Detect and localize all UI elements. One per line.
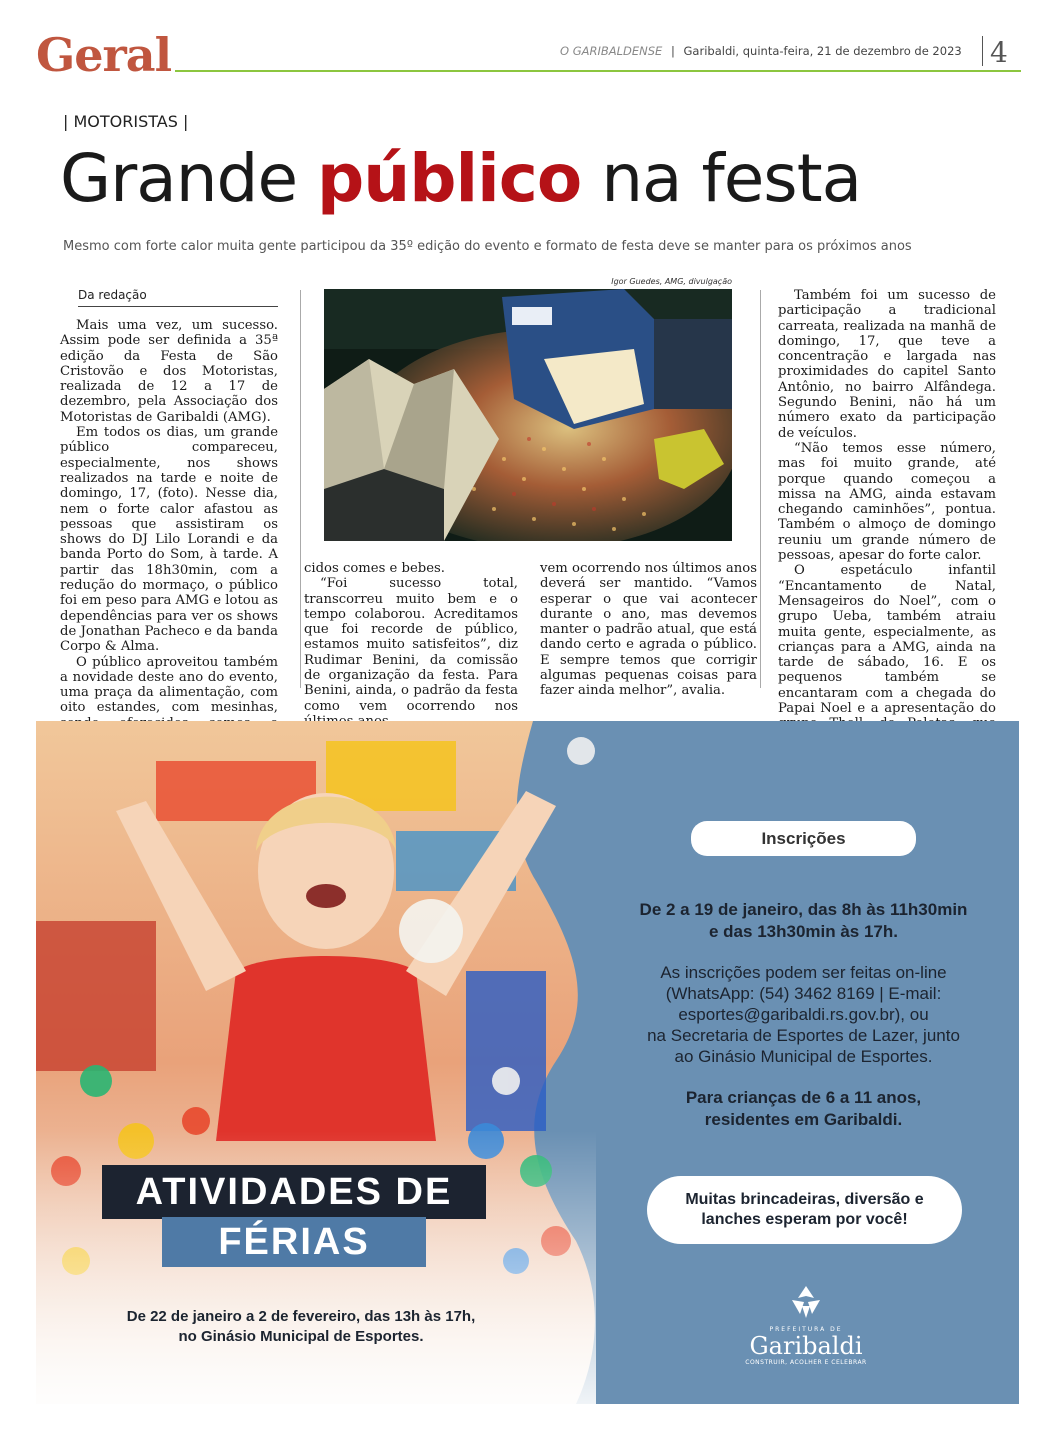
paragraph: Em todos os dias, um grande público compareceu, especialmente, nos shows realizados na tarde e noite de domingo, 17, (foto). Nesse dia, nem o forte calor afastou as pessoas que assistiram os shows do DJ Lilo Lorandi e da banda Porto do Som, à tarde. A partir das 18h30min, com a redução do mormaço, o público foi em peso para AMG e lotou as dependências para ver os shows de Jonathan Pacheco e da banda Corpo & Alma.	[60, 425, 278, 655]
column-rule	[760, 290, 761, 688]
ad-info-line-3: esportes@garibaldi.rs.gov.br), ou	[678, 1005, 929, 1024]
page-number: 4	[990, 36, 1008, 69]
headline-accent: público	[317, 140, 582, 217]
newspaper-name: O GARIBALDENSE	[560, 44, 663, 58]
logo-tagline: CONSTRUIR, ACOLHER E CELEBRAR	[745, 1359, 867, 1366]
article-column-1	[60, 318, 278, 746]
inscricoes-badge: Inscrições	[691, 821, 916, 856]
section-title: Geral	[36, 28, 172, 82]
header-meta	[560, 44, 960, 58]
ad-age-line-2: residentes em Garibaldi.	[704, 1110, 903, 1129]
headline-post: na festa	[581, 140, 862, 217]
garibaldi-emblem-icon	[784, 1284, 828, 1320]
paragraph: “Foi sucesso total, transcorreu muito bem e o tempo colaborou. Acreditamos que foi recorde de público, estamos muito satisfeitos”, diz Rudimar Benini, da comissão de organização da festa. Para Benini, ainda, o padrão da festa como vem ocorrendo nos	[304, 576, 518, 714]
ad-dates-line-2: no Ginásio Municipal de Esportes.	[178, 1328, 424, 1345]
article-kicker: | MOTORISTAS |	[63, 112, 189, 131]
photo-credit: Igor Guedes, AMG, divulgação	[611, 277, 732, 286]
ad-age-line-1: Para crianças de 6 a 11 anos,	[685, 1088, 922, 1107]
event-photo	[324, 289, 732, 541]
paragraph: “Não temos esse número, mas foi muito grande, até porque quando começou a missa na AMG, ainda estavam chegando caminhões”, pontua. Também o almoço de domingo reuniu um grande número de pessoas, apesar do forte calor.	[778, 440, 996, 564]
ad-info-line-1: As inscrições podem ser feitas on-line	[660, 963, 947, 982]
ad-dates	[76, 1307, 526, 1347]
header-rule	[175, 70, 1021, 72]
header-separator: |	[670, 44, 675, 58]
ad-promo-line-2: lanches esperam por você!	[701, 1211, 908, 1228]
ad-dates-line-1: De 22 de janeiro a 2 de fevereiro, das 13h às 17h,	[126, 1308, 476, 1325]
paragraph: vem ocorrendo nos últimos anos deverá ser mantido. “Vamos esperar o que vai acontecer durante o ano, mas devemos manter o padrão atual, que está dando certo e agrada o público. E sempre temos que corrigir algumas pequenas coisas para fazer ainda melhor”, avalia.	[540, 561, 757, 699]
ad-promo-box	[647, 1176, 962, 1244]
garibaldi-logo	[726, 1284, 886, 1384]
headline-pre: Grande	[60, 140, 318, 217]
article-column-4	[778, 288, 996, 762]
ad-period	[596, 899, 1011, 943]
ad-title-line-2: FÉRIAS	[162, 1217, 426, 1267]
paragraph: O público aproveitou também a novidade deste ano do evento, uma praça da alimentação, com oito estandes, com mesinhas,	[60, 654, 278, 716]
paragraph-continuation: cidos comes e bebes.	[304, 561, 445, 576]
advertisement	[36, 721, 1019, 1404]
paragraph: Mais uma vez, um sucesso. Assim pode ser definida a 35ª edição da Festa de São Cristovão e dos Motoristas, realizada de 12 a 17 de dezembro, pela Associação dos Motoristas de Garibaldi (AMG).	[60, 318, 278, 425]
paragraph: Também foi um sucesso de participação a tradicional carreata, realizada na manhã de domingo, 17, que teve a concentração e largada nas proximidades do capitel Santo Antônio, no bairro Alfândega. Segundo Benini, não há um número exato da participação de veículos.	[778, 288, 996, 441]
ad-title-line-1: ATIVIDADES DE	[102, 1165, 486, 1219]
ad-period-line-1: De 2 a 19 de janeiro, das 8h às 11h30min	[639, 900, 968, 919]
ad-period-line-2: e das 13h30min às 17h.	[709, 922, 898, 941]
byline-rule	[78, 306, 278, 307]
ad-info	[596, 962, 1011, 1067]
ad-age	[596, 1087, 1011, 1131]
article-column-2	[304, 561, 518, 729]
byline: Da redação	[78, 288, 147, 302]
paragraph: O espetáculo infantil “Encantamento de Natal, Mensageiros do Noel”, com o grupo Ueba, também atraiu muita gente, especialmente, as crianças para a AMG, ainda na tarde de sábado, 16. E os pequenos também se encantaram com a chegada do Papai Noel e a apresentação do	[778, 563, 996, 717]
ad-info-line-2: (WhatsApp: (54) 3462 8169 | E-mail:	[665, 984, 942, 1003]
logo-name: Garibaldi	[749, 1332, 863, 1360]
ad-info-line-5: ao Ginásio Municipal de Esportes.	[674, 1047, 933, 1066]
page-number-divider	[982, 36, 983, 66]
ad-info-line-4: na Secretaria de Esportes de Lazer, junto	[647, 1026, 960, 1045]
ad-promo-line-1: Muitas brincadeiras, diversão e	[685, 1191, 924, 1208]
subheadline: Mesmo com forte calor muita gente participou da 35º edição do evento e formato de festa deve se manter para os próximos anos	[63, 239, 912, 254]
logo-top-text: PREFEITURA DE	[769, 1326, 843, 1333]
headline	[60, 140, 861, 217]
festival-crowd-image	[324, 289, 732, 541]
article-column-3	[540, 561, 757, 699]
column-rule	[300, 290, 301, 688]
dateline: Garibaldi, quinta-feira, 21 de dezembro de 2023	[683, 44, 962, 58]
